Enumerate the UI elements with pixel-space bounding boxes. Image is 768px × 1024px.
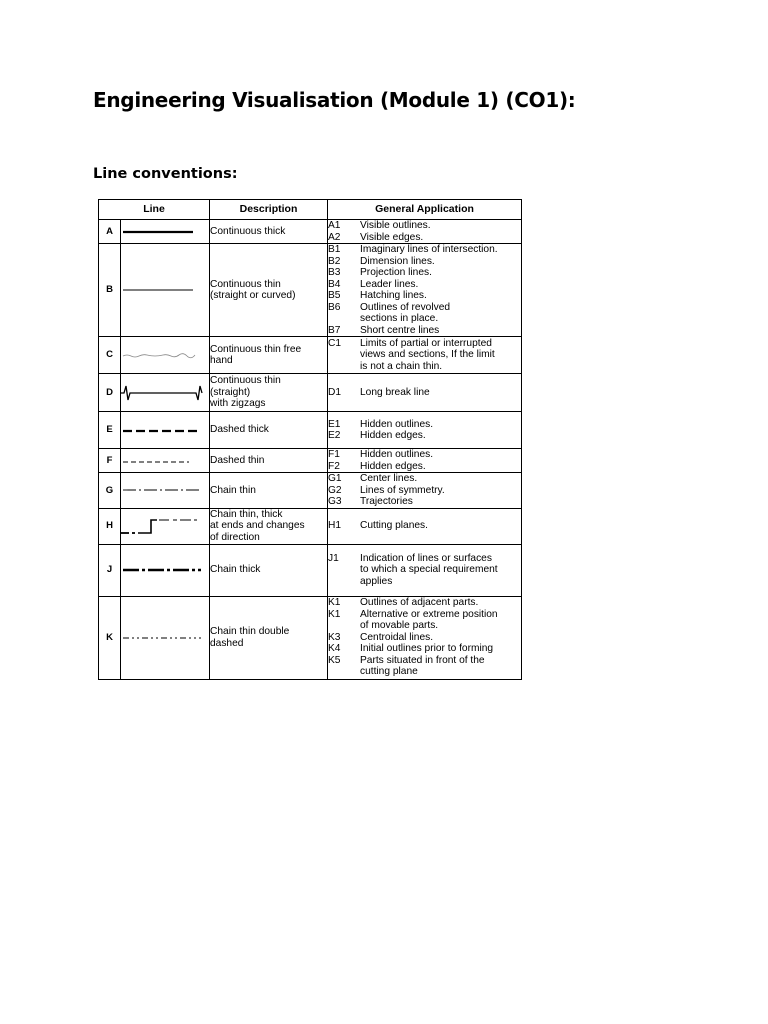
description-line: hand <box>210 355 233 366</box>
row-applications <box>328 412 522 449</box>
document-title: Engineering Visualisation (Module 1) (CO1): <box>93 88 576 112</box>
application-code: K1 <box>328 608 341 620</box>
application-text: Outlines of adjacent parts. <box>360 597 479 609</box>
application-entry <box>328 473 521 485</box>
header-line: Line <box>99 200 210 220</box>
application-entry <box>328 325 521 337</box>
row-code: D <box>99 374 121 412</box>
row-code: B <box>99 244 121 337</box>
row-applications <box>328 544 522 596</box>
application-code: E1 <box>328 418 341 430</box>
line-conventions-table <box>98 199 522 680</box>
application-text: Short centre lines <box>360 324 440 336</box>
line-sample-dashed-thin <box>121 453 202 469</box>
description-line: Dashed thin <box>210 454 265 466</box>
row-description <box>210 544 328 596</box>
application-code: G3 <box>328 496 342 507</box>
application-code: F1 <box>328 449 340 460</box>
application-code: K3 <box>328 631 341 643</box>
row-applications <box>328 473 522 509</box>
row-code: A <box>99 220 121 244</box>
table-row <box>99 544 522 596</box>
application-text: Hidden outlines. <box>360 418 434 430</box>
application-text: Dimension lines. <box>360 255 435 267</box>
table-row <box>99 473 522 509</box>
description-line: dashed <box>210 637 244 649</box>
table-row <box>99 449 522 473</box>
line-sample-chain-thick <box>121 562 202 578</box>
description-line: Continuous thick <box>210 225 286 237</box>
row-description <box>210 412 328 449</box>
application-code: A2 <box>328 231 341 243</box>
application-code: E2 <box>328 430 341 441</box>
line-sample-dashed-thick <box>121 422 202 438</box>
line-sample <box>121 508 210 544</box>
application-text: Indication of lines or surfaces <box>360 552 492 564</box>
description-line: Continuous thin <box>210 375 281 387</box>
row-applications <box>328 449 522 473</box>
row-applications <box>328 596 522 679</box>
application-entry <box>328 496 521 508</box>
row-applications <box>328 508 522 544</box>
application-entry <box>328 461 521 473</box>
application-code: B6 <box>328 301 341 313</box>
application-text: of movable parts. <box>360 620 439 632</box>
header-general-application: General Application <box>328 200 522 220</box>
line-sample-continuous-thin-freehand <box>121 347 202 363</box>
application-text: Visible edges. <box>360 231 424 243</box>
row-code: K <box>99 596 121 679</box>
table-row <box>99 508 522 544</box>
row-applications <box>328 337 522 374</box>
application-code: B4 <box>328 278 341 290</box>
description-line: (straight) <box>210 386 251 398</box>
application-code: B1 <box>328 244 341 255</box>
table-row <box>99 244 522 337</box>
application-entry <box>328 485 521 497</box>
line-sample <box>121 244 210 337</box>
row-description <box>210 449 328 473</box>
description-line: Continuous thin <box>210 278 281 290</box>
application-entry <box>328 520 521 532</box>
application-text: Long break line <box>360 386 430 398</box>
application-text: Initial outlines prior to forming <box>360 643 494 655</box>
line-sample <box>121 220 210 244</box>
application-code: H1 <box>328 520 342 532</box>
header-description: Description <box>210 200 328 220</box>
application-code: K5 <box>328 654 341 666</box>
application-entry <box>328 349 521 361</box>
application-code <box>328 576 360 588</box>
row-code: F <box>99 449 121 473</box>
application-code: G1 <box>328 473 342 484</box>
row-code: E <box>99 412 121 449</box>
application-code: J1 <box>328 552 339 564</box>
description-line: Chain thick <box>210 564 261 576</box>
description-line: Chain thin, thick <box>210 508 283 520</box>
application-entry <box>328 302 521 314</box>
application-text: Imaginary lines of intersection. <box>360 244 498 255</box>
description-line: Continuous thin free <box>210 343 302 355</box>
application-entry <box>328 609 521 621</box>
row-code: H <box>99 508 121 544</box>
application-entry <box>328 449 521 461</box>
application-text: applies <box>360 575 393 587</box>
table-row <box>99 412 522 449</box>
application-code <box>328 361 360 373</box>
application-code <box>328 313 360 325</box>
table-row <box>99 374 522 412</box>
table-row <box>99 220 522 244</box>
application-text: Alternative or extreme position <box>360 608 498 620</box>
application-text: Parts situated in front of the <box>360 654 485 666</box>
application-entry <box>328 643 521 655</box>
row-code: C <box>99 337 121 374</box>
application-entry <box>328 267 521 279</box>
application-code: D1 <box>328 386 342 398</box>
application-text: Hatching lines. <box>360 290 427 301</box>
application-text: Trajectories <box>360 496 413 507</box>
application-entry <box>328 232 521 244</box>
table-row <box>99 596 522 679</box>
application-text: views and sections, If the limit <box>360 349 495 361</box>
line-sample <box>121 596 210 679</box>
application-code: B7 <box>328 324 341 336</box>
application-entry <box>328 564 521 576</box>
application-code <box>328 620 360 632</box>
description-line: Chain thin <box>210 484 256 496</box>
description-line: Dashed thick <box>210 424 269 436</box>
application-text: Cutting planes. <box>360 520 428 532</box>
application-text: Hidden edges. <box>360 460 426 472</box>
application-text: Leader lines. <box>360 278 419 290</box>
application-code: C1 <box>328 337 342 349</box>
application-text: Hidden edges. <box>360 430 426 441</box>
line-sample <box>121 412 210 449</box>
application-entry <box>328 361 521 373</box>
application-entry <box>328 597 521 609</box>
application-text: Visible outlines. <box>360 220 431 231</box>
line-sample <box>121 473 210 509</box>
line-sample-continuous-thin <box>121 282 202 298</box>
application-text: Centroidal lines. <box>360 631 434 643</box>
line-sample <box>121 374 210 412</box>
application-entry <box>328 279 521 291</box>
row-applications <box>328 244 522 337</box>
application-code: K1 <box>328 597 341 609</box>
row-applications <box>328 374 522 412</box>
application-text: to which a special requirement <box>360 564 498 576</box>
row-description <box>210 244 328 337</box>
application-code: F2 <box>328 460 340 472</box>
row-applications <box>328 220 522 244</box>
application-entry <box>328 576 521 588</box>
row-description <box>210 473 328 509</box>
application-code: A1 <box>328 220 341 231</box>
application-entry <box>328 666 521 678</box>
line-sample-chain-thin-double-dashed <box>121 630 202 646</box>
section-heading: Line conventions: <box>93 166 238 182</box>
application-text: Projection lines. <box>360 267 432 278</box>
application-text: Lines of symmetry. <box>360 484 445 496</box>
row-description <box>210 508 328 544</box>
row-code: G <box>99 473 121 509</box>
line-sample-chain-thin <box>121 482 202 498</box>
application-code: G2 <box>328 484 342 496</box>
application-code: B2 <box>328 255 341 267</box>
application-entry <box>328 256 521 268</box>
application-entry <box>328 338 521 350</box>
row-description <box>210 596 328 679</box>
application-entry <box>328 655 521 667</box>
description-line: with zigzags <box>210 398 266 410</box>
application-text: Outlines of revolved <box>360 301 451 313</box>
application-entry <box>328 220 521 232</box>
application-text: Hidden outlines. <box>360 449 434 460</box>
application-entry <box>328 430 521 442</box>
application-code: B3 <box>328 267 341 278</box>
application-entry <box>328 290 521 302</box>
application-entry <box>328 553 521 565</box>
application-entry <box>328 632 521 644</box>
line-sample-continuous-thick <box>121 224 202 240</box>
application-text: sections in place. <box>360 313 439 324</box>
row-code: J <box>99 544 121 596</box>
row-description <box>210 337 328 374</box>
application-text: Limits of partial or interrupted <box>360 337 492 349</box>
application-code: K4 <box>328 643 341 655</box>
row-description <box>210 220 328 244</box>
application-text: Center lines. <box>360 473 418 484</box>
application-entry <box>328 419 521 431</box>
application-code <box>328 564 360 576</box>
row-description <box>210 374 328 412</box>
application-entry <box>328 620 521 632</box>
table-row <box>99 337 522 374</box>
line-sample <box>121 337 210 374</box>
application-code <box>328 349 360 361</box>
application-text: cutting plane <box>360 666 418 678</box>
application-entry <box>328 313 521 325</box>
description-line: (straight or curved) <box>210 290 296 301</box>
application-code: B5 <box>328 290 341 301</box>
line-sample-continuous-thin-zigzag <box>121 385 202 401</box>
line-sample <box>121 449 210 473</box>
description-line: Chain thin double <box>210 626 290 637</box>
line-sample-chain-thin-thick-ends <box>121 518 202 534</box>
table-header <box>99 200 522 220</box>
line-sample <box>121 544 210 596</box>
application-text: is not a chain thin. <box>360 360 443 372</box>
description-line: of direction <box>210 531 260 543</box>
description-line: at ends and changes <box>210 520 305 532</box>
application-entry <box>328 387 521 399</box>
application-code <box>328 666 360 678</box>
application-entry <box>328 244 521 256</box>
